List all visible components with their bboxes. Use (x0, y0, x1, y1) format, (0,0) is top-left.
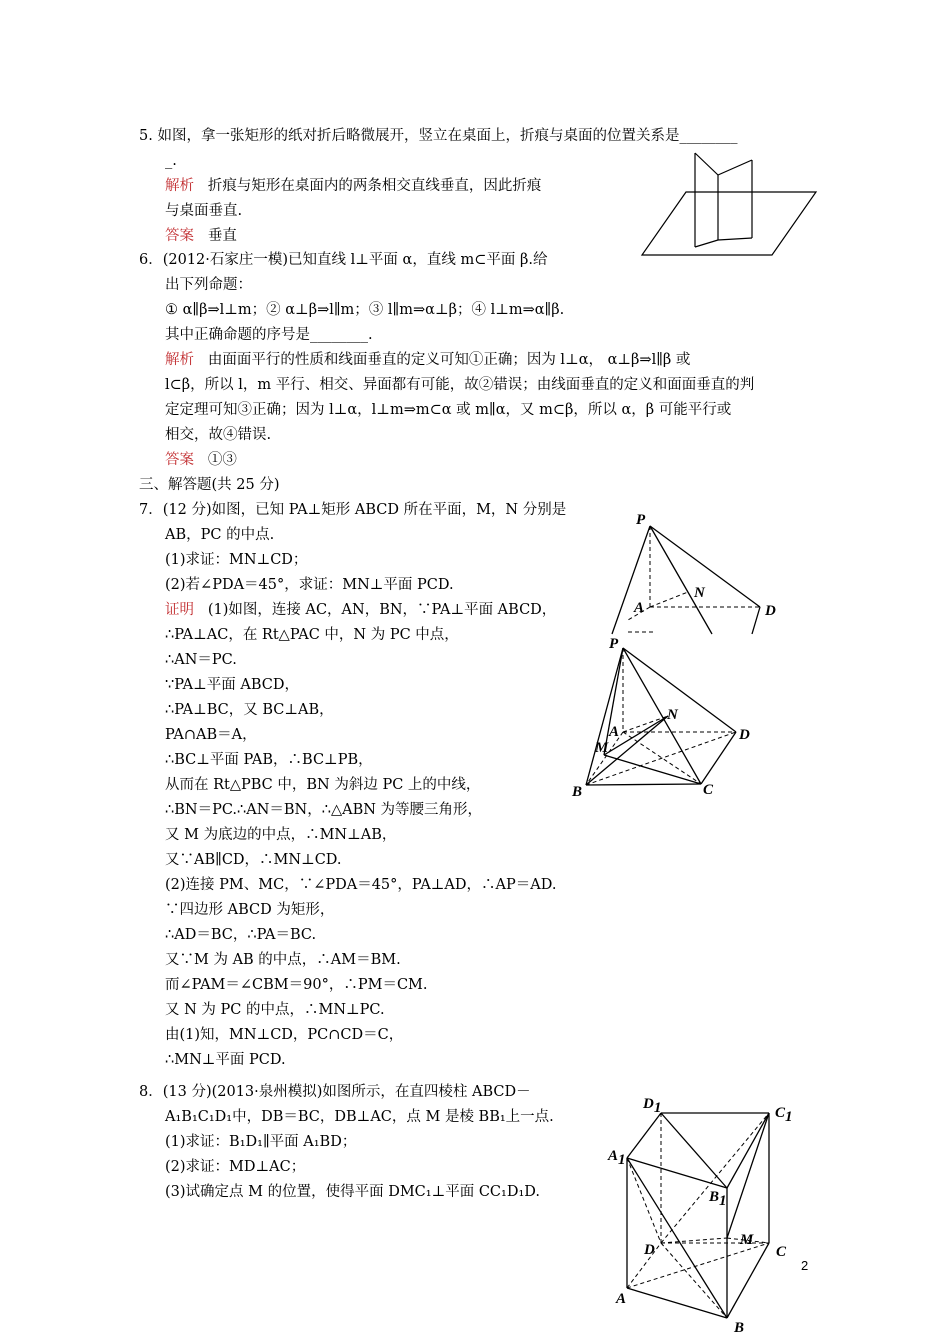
label-A: A (609, 724, 620, 740)
label-A: A (616, 1291, 627, 1307)
analysis-label: 解析 (165, 352, 194, 368)
label-B: B (734, 1320, 745, 1336)
label-D1: D1 (643, 1096, 662, 1116)
answer-text: ①③ (207, 452, 237, 468)
q6-line4: 其中正确命题的序号是________. (165, 327, 373, 343)
answer-label: 答案 (165, 452, 194, 468)
q7-line2: AB，PC 的中点. (165, 527, 275, 543)
q7-proof-line17: 又 N 为 PC 的中点，∴MN⊥PC. (165, 1002, 385, 1018)
q5-analysis-line2: 与桌面垂直. (165, 203, 243, 219)
label-C1: C1 (775, 1105, 793, 1125)
analysis-label: 解析 (165, 178, 194, 194)
q6-line1: 6．(2012·石家庄一模)已知直线 l⊥平面 α，直线 m⊂平面 β.给 (139, 252, 548, 268)
q7-proof-line9: ∴BN＝PC.∴AN＝BN，∴△ABN 为等腰三角形， (165, 802, 483, 818)
label-M: M (740, 1232, 754, 1248)
label-D: D (765, 603, 776, 619)
q6-line2: 出下列命题： (165, 277, 252, 293)
label-N: N (694, 585, 705, 601)
label-P: P (609, 636, 619, 652)
analysis-text: 由面面平行的性质和线面垂直的定义可知①正确；因为 l⊥α， α⊥β⇒l∥β 或 (207, 352, 691, 368)
q7-line3: (1)求证：MN⊥CD； (165, 552, 308, 568)
page-number: 2 (801, 1258, 809, 1273)
label-A1: A1 (608, 1148, 626, 1168)
analysis-text: 折痕与矩形在桌面内的两条相交直线垂直，因此折痕 (207, 178, 542, 194)
q8-line2: A₁B₁C₁D₁中，DB＝BC，DB⊥AC，点 M 是棱 BB₁上一点. (165, 1109, 554, 1125)
answer-label: 答案 (165, 228, 194, 244)
q7-proof-line13: ∵四边形 ABCD 为矩形， (165, 902, 335, 918)
q7-line4: (2)若∠PDA＝45°，求证：MN⊥平面 PCD. (165, 577, 454, 593)
label-M: M (595, 740, 609, 756)
answer-text: 垂直 (207, 228, 237, 244)
label-D: D (739, 727, 750, 743)
q7-proof-line3: ∴AN＝PC. (165, 652, 237, 668)
q7-proof-line11: 又∵AB∥CD，∴MN⊥CD. (165, 852, 342, 868)
q7-proof-line8: 从而在 Rt△PBC 中，BN 为斜边 PC 上的中线， (165, 777, 481, 793)
q7-line1: 7．(12 分)如图，已知 PA⊥矩形 ABCD 所在平面，M，N 分别是 (139, 502, 567, 518)
label-P: P (636, 512, 646, 528)
q7-proof-line18: 由(1)知，MN⊥CD，PC∩CD＝C， (165, 1027, 404, 1043)
proof-label: 证明 (165, 602, 194, 618)
q6-analysis-line4: 相交，故④错误. (165, 427, 272, 443)
label-C: C (703, 782, 714, 798)
label-B1: B1 (709, 1189, 727, 1209)
q8-line4: (2)求证：MD⊥AC； (165, 1159, 306, 1175)
q7-proof-line5: ∴PA⊥BC，又 BC⊥AB， (165, 702, 334, 718)
label-B: B (572, 784, 583, 800)
q6-analysis-line3: 定定理可知③正确；因为 l⊥α，l⊥m⇒m⊂α 或 m∥α，又 m⊂β，所以 α，β 可能平行或 (165, 402, 732, 418)
section-heading: 三、解答题(共 25 分) (139, 477, 280, 493)
q7-proof-line10: 又 M 为底边的中点，∴MN⊥AB， (165, 827, 397, 843)
label-D: D (644, 1242, 655, 1258)
proof-text: (1)如图，连接 AC，AN，BN，∵PA⊥平面 ABCD， (207, 602, 557, 618)
q7-proof-line14: ∴AD＝BC，∴PA＝BC. (165, 927, 317, 943)
label-A: A (634, 600, 645, 616)
q7-proof-line19: ∴MN⊥平面 PCD. (165, 1052, 286, 1068)
q7-proof-line6: PA∩AB＝A， (165, 727, 257, 743)
q7-proof-line16: 而∠PAM＝∠CBM＝90°，∴PM＝CM. (165, 977, 428, 993)
q7-proof-line7: ∴BC⊥平面 PAB，∴BC⊥PB， (165, 752, 373, 768)
q6-line3: ① α∥β⇒l⊥m；② α⊥β⇒l∥m；③ l∥m⇒α⊥β；④ l⊥m⇒α∥β. (165, 302, 565, 318)
label-C: C (776, 1244, 787, 1260)
q7-proof-line4: ∵PA⊥平面 ABCD， (165, 677, 299, 693)
q8-line5: (3)试确定点 M 的位置，使得平面 DMC₁⊥平面 CC₁D₁D. (165, 1184, 540, 1200)
q6-analysis-line2: l⊂β，所以 l，m 平行、相交、异面都有可能，故②错误；由线面垂直的定义和面面垂直的判 (165, 377, 755, 393)
q7-proof-line15: 又∵M 为 AB 的中点，∴AM＝BM. (165, 952, 401, 968)
q5-line2: _. (165, 153, 177, 169)
q8-line3: (1)求证：B₁D₁∥平面 A₁BD； (165, 1134, 357, 1150)
q7-proof-line2: ∴PA⊥AC，在 Rt△PAC 中，N 为 PC 中点， (165, 627, 459, 643)
q5-line1: 5. 如图，拿一张矩形的纸对折后略微展开，竖立在桌面上，折痕与桌面的位置关系是________ (139, 128, 738, 144)
label-N: N (667, 707, 678, 723)
q8-line1: 8．(13 分)(2013·泉州模拟)如图所示，在直四棱柱 ABCD－ (139, 1084, 531, 1100)
q7-proof-line12: (2)连接 PM、MC，∵∠PDA＝45°，PA⊥AD，∴AP＝AD. (165, 877, 557, 893)
